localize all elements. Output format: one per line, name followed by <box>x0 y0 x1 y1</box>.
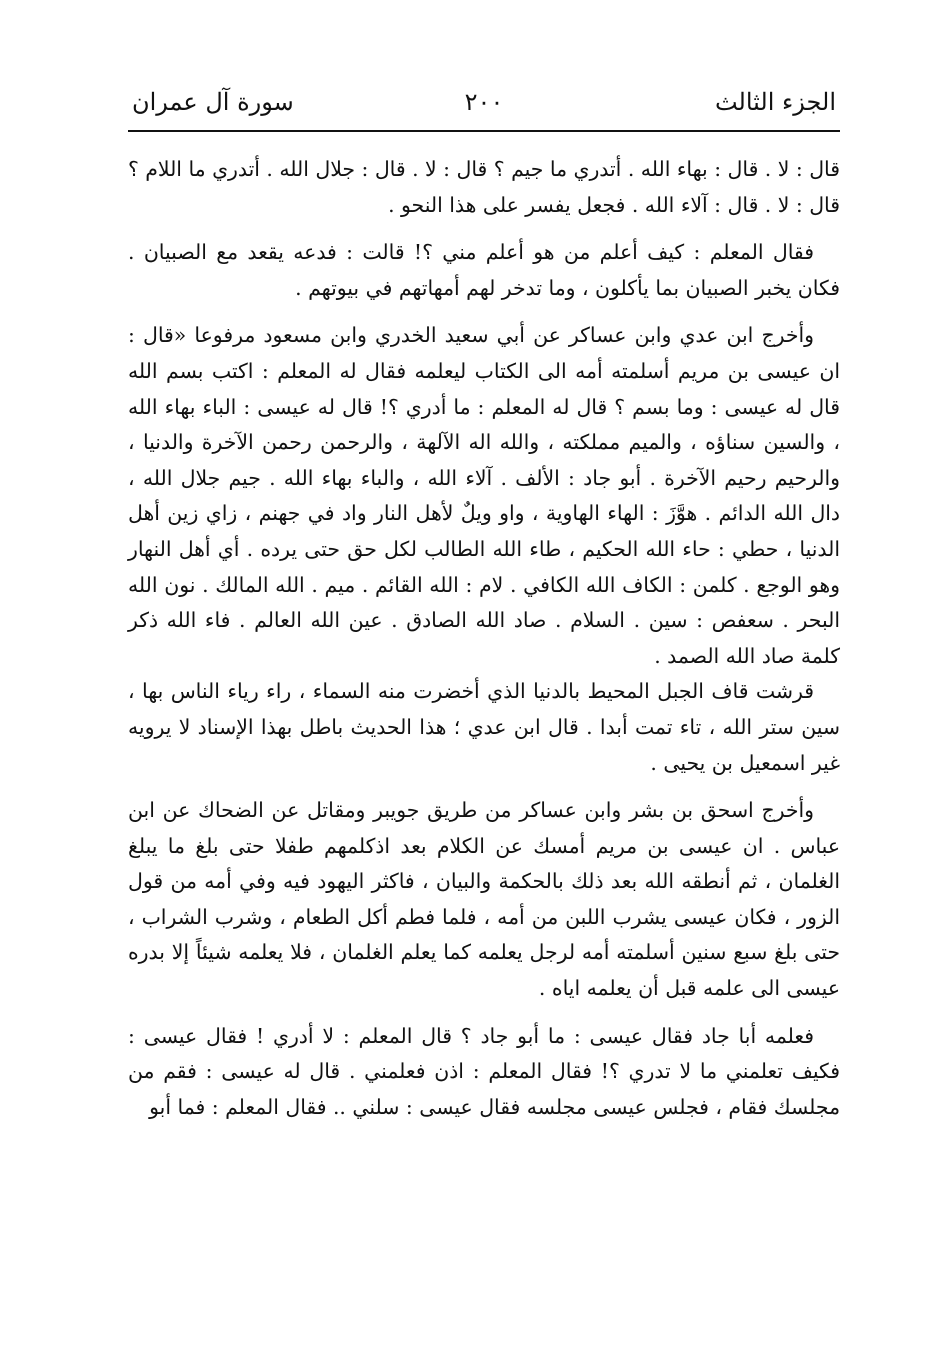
book-page <box>128 80 840 1310</box>
paragraph-4: قرشت قاف الجبل المحيط بالدنيا الذي أخضرت منه السماء ، راء رياء الناس بها ، سين ستر الله ، تاء تمت أبدا . قال ابن عدي ؛ هذا الحديث باطل بهذا الإسناد لا يرويه غير اسمعيل بن يحيى . <box>128 679 840 775</box>
paragraph-2: فقال المعلم : كيف أعلم من هو أعلم مني ؟! قالت : فدعه يقعد مع الصبيان . فكان يخبر الصبيان بما يأكلون ، وما تدخر لهم أمهاتهم في بيوتهم . <box>128 240 840 300</box>
paragraph-5: وأخرج اسحق بن بشر وابن عساكر من طريق جويبر ومقاتل عن الضحاك عن ابن عباس . ان عيسى بن مريم أمسك عن الكلام بعد اذكلمهم طفلا حتى بلغ ما يبلغ الغلمان ، ثم أنطقه الله بعد ذلك بالحكمة والبيان ، فاكثر اليهود فيه وفي أمه من قول الزور ، فكان عيسى يشرب اللبن من أمه ، فلما فطم أكل الطعام ، وشرب الشراب ، حتى بلغ سبع سنين أسلمته أمه لرجل يعلمه كما يعلم الغلمان ، فلا يعلمه شيئاً إلا بدره عيسى الى علمه قبل أن يعلمه اياه . <box>128 798 840 1001</box>
page-number: ٢٠٠ <box>464 88 504 116</box>
page-body <box>128 152 840 1125</box>
paragraph-1: قال : لا . قال : بهاء الله . أتدري ما جيم ؟ قال : لا . قال : جلال الله . أتدري ما اللام ؟ قال : لا . قال : آلاء الله . فجعل يفسر على هذا النحو . <box>128 157 840 217</box>
header-rule <box>128 130 840 132</box>
section-title: الجزء الثالث <box>714 88 836 116</box>
surah-title: سورة آل عمران <box>132 88 294 116</box>
running-header <box>128 80 840 124</box>
paragraph-6: فعلمه أبا جاد فقال عيسى : ما أبو جاد ؟ قال المعلم : لا أدري ! فقال عيسى : فكيف تعلمني ما لا تدري ؟! فقال المعلم : اذن فعلمني . قال له عيسى : فقم من مجلسك فقام ، فجلس عيسى مجلسه فقال عيسى : سلني .. فقال المعلم : فما أبو <box>128 1023 840 1119</box>
paragraph-3: وأخرج ابن عدي وابن عساكر عن أبي سعيد الخدري وابن مسعود مرفوعا «قال : ان عيسى بن مريم أسلمته أمه الى الكتاب ليعلمه فقال له المعلم : اكتب بسم الله قال له عيسى : وما بسم ؟ قال له المعلم : ما أدري ؟! قال له عيسى : الباء بهاء الله ، والسين سناؤه ، والميم مملكته ، والله اله الآلهة ، والرحمن رحمن الآخرة والدنيا ، والرحيم رحيم الآخرة . أبو جاد : الألف . آلاء الله ، والباء بهاء الله . جيم جلال الله ، دال الله الدائم . هوَّزَ : الهاء الهاوية ، واو ويلٌ لأهل النار واد في جهنم ، زاي زين أهل الدنيا ، حطي : حاء الله الحكيم ، طاء الله الطالب لكل حق حتى يرده . أي أهل النهار وهو الوجع . كلمن : الكاف الله الكافي . لام : الله القائم . ميم . الله المالك . نون الله البحر . سعفص : سين . السلام . صاد الله الصادق . عين الله العالم . فاء الله ذكر كلمة صاد الله الصمد . <box>128 323 840 668</box>
